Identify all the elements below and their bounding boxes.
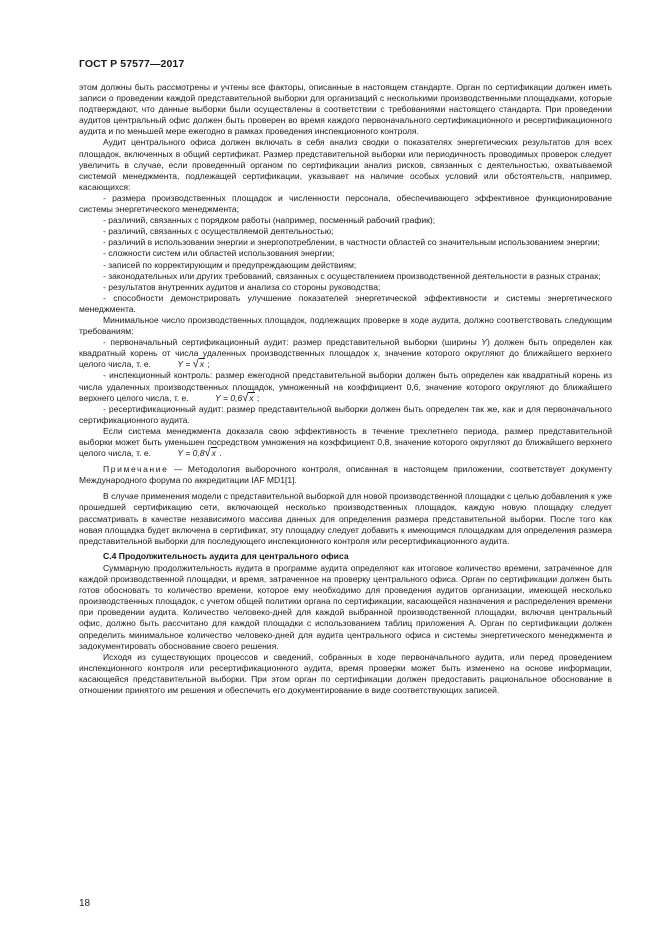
- paragraph-7: Исходя из существующих процессов и сведений, собранных в ходе первоначального аудита, или перед проведением инспекционного контроля или ресертификационного аудита, время проверки может быть изменено на основе информации, касающейся представительной выборки. При этом орган по сертификации должен предоставить рациональное обоснование в отношении принятого им решения и обеспечить его документирование в виде соответствующих записей.: [79, 651, 612, 695]
- list-item: - сложности систем или областей использования энергии;: [103, 248, 335, 259]
- formula-0-8-sqrt-x: [153, 448, 217, 459]
- formula-lhs: Y = 0,8: [177, 448, 205, 459]
- formula-radicand: x: [199, 359, 204, 370]
- list-item: - способности демонстрировать улучшение показателей энергетической эффективности и системы энергетического менеджмента.: [79, 292, 612, 314]
- req1-text-c: , значение которого округляют до ближайшего верхнего целого числа, т. е.: [79, 348, 612, 370]
- req1-text-b: ) должен быть определен как квадратный корень от числа удаленных производственных площадок: [79, 337, 612, 359]
- requirement-recertification: - ресертификационный аудит: размер представительной выборки должен быть определен так же, как и для первоначального сертификационного аудита.: [79, 403, 612, 425]
- formula-lhs: Y =: [177, 359, 193, 370]
- formula-lhs: Y = 0,6: [215, 392, 243, 403]
- var-y: Y: [481, 337, 487, 348]
- formula-radicand: x: [249, 392, 254, 403]
- req1-text-a: - первоначальный сертификационный аудит: размер представительной выборки (ширины: [103, 337, 482, 348]
- paragraph-6: Суммарную продолжительность аудита в программе аудита определяют как итоговое количество времени, затраченное для каждой производственной площадки, и время, затраченное на проверку центрального офиса. Орган по сертификации должен быть готов обосновать то количество времени, которое ему необходимо для проведения аудитов организации, имеющей несколько производственных площадок, с учетом общей политики органа по сертификации, касающейся назначения и распределения времени при проведении аудита. Количество человеко-дней для каждой выбранной производственной площадки, включая центральный офис, должно быть рассчитано для каждой площадки с использованием таблиц приложения А. Орган по сертификации должен определить минимальное количество человеко-дней для аудита центрального офиса и системы энергетического менеджмента и задокументировать обоснование своего решения.: [79, 562, 612, 651]
- list-item: - различий, связанных с осуществляемой деятельностью;: [103, 226, 334, 237]
- paragraph-2: Аудит центрального офиса должен включать в себя анализ сводки о показателях энергетических результатов для всех площадок, включенных в общий сертификат. Размер представительной выборки или периодичность проводимых проверок следует увеличить в случае, если проведенный органом по сертификации анализ рисков, связанных с деятельностью, охватываемой системой менеджмента, подлежащей сертификации, указывает на наличие особых условий или обстоятельств, например, касающихся:: [79, 137, 612, 192]
- document-body: [79, 82, 612, 696]
- formula-sqrt-x: [153, 359, 205, 370]
- paragraph-3: Минимальное число производственных площадок, подлежащих проверке в ходе аудита, должно соответствовать следующим требованиям:: [79, 314, 612, 337]
- note-label: Примечание: [103, 464, 169, 475]
- radical-sign-icon: √: [192, 358, 199, 371]
- requirement-initial-audit: [79, 337, 612, 370]
- formula-radicand: x: [211, 448, 216, 459]
- list-item: - законодательных или других требований, связанных с осуществлением производственной деятельности в разных странах;: [103, 270, 601, 281]
- list-item: - размера производственных площадок и численности персонала, обеспечивающего эффективное функционирование системы энергетического менеджмента;: [79, 192, 612, 215]
- req2-text: - инспекционный контроль: размер ежегодной представительной выборки должен быть определен как квадратный корень из числа удаленных производственных площадок, умноженный на коэффициент 0,6, значение которого округляют до ближайшего верхнего целого числа, т. е.: [79, 370, 612, 403]
- radical-sign-icon: √: [204, 447, 211, 460]
- formula-0-6-sqrt-x: [191, 393, 255, 404]
- page-number: 18: [79, 898, 91, 909]
- requirement-surveillance: [79, 370, 612, 403]
- section-title: С.4 Продолжительность аудита для центрального офиса: [103, 550, 349, 561]
- note-text: — Методология выборочного контроля, описанная в настоящем приложении, соответствует документу Международного форума по аккредитации IAF MD1[1].: [79, 464, 612, 486]
- req1-end: ;: [205, 359, 210, 370]
- note: [79, 464, 612, 486]
- paragraph-1: этом должны быть рассмотрены и учтены все факторы, описанные в настоящем стандарте. Орган по сертификации должен иметь записи о проведении каждой представительной выборки для организаций с несколькими производственными площадками, которые подтверждают, что данные выборки были осуществлены в соответствии с требованиями настоящего стандарта. При проведении аудитов центральный офис должен быть проверен во время каждого первоначального сертификационного и ресертификационного аудита и по меньшей мере ежегодно в рамках проведения инспекционного контроля.: [79, 82, 612, 137]
- list-item: - записей по корректирующим и предупреждающим действиям;: [103, 259, 357, 270]
- paragraph-4: [79, 426, 612, 459]
- req2-end: ;: [254, 392, 260, 403]
- paragraph-5: В случае применения модели с представительной выборкой для новой производственной площадки с целью добавления к уже прошедшей сертификацию сети, включающей несколько производственных площадок, каждую новую площадку следует рассматривать в качестве независимого массива данных для определения размера представительной выборки. После того как новая площадка будет включена в сертификат, эту площадку следует добавить к имеющимся площадкам для определения размера представительной выборки для последующего инспекционного контроля или ресертификационного аудита.: [79, 491, 612, 546]
- para4-text: Если система менеджмента доказала свою эффективность в течение трехлетнего периода, размер представительной выборки может быть уменьшен посредством умножения на коэффициент 0,8, значение которого округляют до ближайшего верхнего целого числа, т. е.: [79, 425, 612, 459]
- list-item: - результатов внутренних аудитов и анализа со стороны руководства;: [103, 281, 381, 292]
- document-header: ГОСТ Р 57577—2017: [79, 58, 185, 70]
- list-item: - различий в использовании энергии и энергопотреблении, в частности областей со значительным использованием энергии;: [103, 237, 600, 248]
- para4-end: .: [216, 448, 222, 459]
- list-item: - различий, связанных с порядком работы (например, посменный рабочий график);: [103, 215, 436, 226]
- var-x: x: [373, 348, 378, 359]
- radical-sign-icon: √: [242, 391, 249, 404]
